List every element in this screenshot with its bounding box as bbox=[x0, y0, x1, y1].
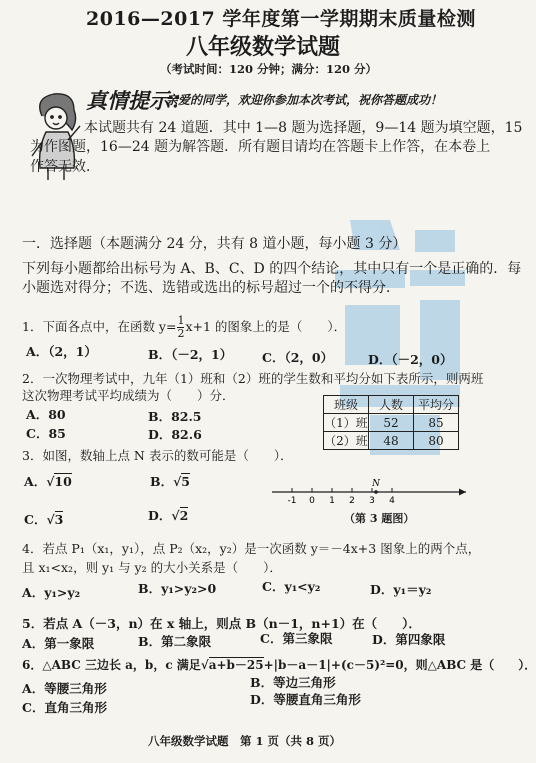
q6-stem-post: +|b－a－1|+(c－5)²=0，则△ABC 是（ ）． bbox=[263, 658, 536, 672]
q1-option-b[interactable]: B．（－2，1） bbox=[148, 347, 233, 362]
q3-option-d[interactable] bbox=[148, 506, 188, 524]
sqrt-icon: √ bbox=[171, 508, 180, 523]
q6-option-d[interactable]: D．等腰直角三角形 bbox=[250, 692, 361, 707]
q3-option-c-value: 3 bbox=[54, 512, 64, 527]
q2-stem-line-1: 2．一次物理考试中，九年（1）班和（2）班的学生数和平均分如下表所示，则两班 bbox=[22, 371, 484, 386]
q1-fraction-den: 2 bbox=[177, 327, 185, 340]
q4-option-a[interactable]: A．y₁>y₂ bbox=[22, 585, 81, 600]
table-header-cell: 班级 bbox=[324, 396, 369, 414]
q3-figure-caption: （第 3 题图） bbox=[344, 512, 415, 525]
q5-option-c[interactable]: C．第三象限 bbox=[260, 631, 333, 646]
tip-heading: 真情提示： bbox=[86, 88, 191, 113]
q2-option-a[interactable]: A．80 bbox=[26, 407, 66, 422]
number-line-tick-label: 1 bbox=[329, 496, 335, 506]
q3-option-b-value: 5 bbox=[181, 474, 190, 489]
number-line-tick-label: 3 bbox=[369, 496, 375, 506]
q3-option-a[interactable] bbox=[24, 472, 72, 490]
number-line-figure bbox=[270, 478, 470, 514]
section-heading: 一．选择题（本题满分 24 分，共有 8 道小题，每小题 3 分） bbox=[22, 236, 407, 252]
q4-option-c[interactable]: C．y₁<y₂ bbox=[262, 579, 321, 594]
number-line-tick-label: -1 bbox=[287, 496, 297, 506]
table-row bbox=[324, 414, 459, 432]
q1-fraction bbox=[177, 315, 184, 340]
q2-option-b[interactable]: B．82.5 bbox=[148, 409, 202, 424]
number-line-point-n bbox=[374, 490, 378, 494]
number-line-tick-label: 2 bbox=[349, 496, 355, 506]
section-instruction-2: 小题选对得分；不选、选错或选出的标号超过一个的不得分． bbox=[22, 280, 400, 296]
q3-option-c-label: C． bbox=[24, 512, 47, 527]
arrow-right-icon bbox=[459, 489, 466, 496]
q1-stem-post: x+1 的图象上的是（ ）． bbox=[185, 319, 347, 334]
q3-option-d-value: 2 bbox=[179, 508, 189, 523]
q5-option-b[interactable]: B．第二象限 bbox=[138, 634, 212, 649]
table-header-cell: 人数 bbox=[369, 396, 414, 414]
q1-stem-pre: 1．下面各点中，在函数 y= bbox=[22, 319, 177, 334]
intro-line-2: 为作图题，16—24 题为解答题．所有题目请均在答题卡上作答，在本卷上 bbox=[30, 139, 491, 155]
table-row bbox=[324, 432, 459, 450]
q5-stem: 5．若点 A（－3，n）在 x 轴上，则点 B（n－1，n+1）在（ ）． bbox=[22, 616, 421, 631]
sqrt-icon: √ bbox=[46, 474, 55, 489]
q6-stem bbox=[22, 656, 536, 673]
q3-option-b-label: B． bbox=[150, 474, 174, 489]
q4-option-d[interactable]: D．y₁＝y₂ bbox=[370, 582, 432, 597]
q3-option-c[interactable] bbox=[24, 510, 63, 528]
q3-option-b[interactable] bbox=[150, 472, 190, 490]
tip-greeting: 亲爱的同学，欢迎你参加本次考试，祝你答题成功！ bbox=[166, 93, 443, 107]
table-cell: （1）班 bbox=[324, 414, 369, 432]
page-footer: 八年级数学试题 第 1 页（共 8 页） bbox=[148, 734, 342, 748]
intro-line-1: 本试题共有 24 道题．其中 1—8 题为选择题，9—14 题为填空题，15 bbox=[84, 120, 523, 136]
table-cell: 80 bbox=[414, 432, 459, 450]
q5-option-d[interactable]: D．第四象限 bbox=[372, 632, 446, 647]
q2-score-table bbox=[323, 395, 459, 450]
exam-subtitle: 八年级数学试题 bbox=[186, 34, 341, 60]
q1-option-d[interactable]: D．（－2，0） bbox=[368, 352, 453, 367]
q4-stem-line-2: 且 x₁<x₂，则 y₁ 与 y₂ 的大小关系是（ ）． bbox=[22, 560, 282, 575]
q2-option-c[interactable]: C．85 bbox=[26, 426, 66, 441]
table-cell: 85 bbox=[414, 414, 459, 432]
q6-radicand: a+b－25 bbox=[208, 658, 264, 672]
q3-stem: 3．如图，数轴上点 N 表示的数可能是（ ）． bbox=[22, 448, 293, 463]
q3-option-a-value: 10 bbox=[54, 474, 72, 489]
q6-option-a[interactable]: A．等腰三角形 bbox=[22, 681, 107, 696]
q5-option-a[interactable]: A．第一象限 bbox=[22, 636, 95, 651]
q4-option-b[interactable]: B．y₁>y₂>0 bbox=[138, 581, 217, 596]
exam-title: 2016—2017 学年度第一学期期末质量检测 bbox=[86, 8, 476, 30]
sqrt-icon: √ bbox=[200, 658, 209, 672]
q4-stem-line-1: 4．若点 P₁（x₁，y₁），点 P₂（x₂，y₂）是一次函数 y＝－4x+3 图象上的两个点， bbox=[22, 541, 481, 556]
number-line-point-label: N bbox=[372, 479, 380, 489]
q2-stem-line-2: 这次物理考试平均成绩为（ ）分． bbox=[22, 388, 235, 403]
q6-stem-pre: 6．△ABC 三边长 a，b，c 满足 bbox=[22, 658, 201, 672]
q2-option-d[interactable]: D．82.6 bbox=[148, 427, 202, 442]
q1-option-c[interactable]: C．（2，0） bbox=[262, 350, 334, 365]
intro-line-3: 作答无效． bbox=[30, 159, 100, 175]
table-header-cell: 平均分 bbox=[414, 396, 459, 414]
q6-option-b[interactable]: B．等边三角形 bbox=[250, 675, 336, 690]
number-line-tick-label: 0 bbox=[309, 496, 315, 506]
table-cell: 52 bbox=[369, 414, 414, 432]
q3-option-a-label: A． bbox=[24, 474, 47, 489]
sqrt-icon: √ bbox=[173, 474, 182, 489]
q1-option-a[interactable]: A．（2，1） bbox=[26, 344, 97, 359]
exam-info: （考试时间：120 分钟；满分：120 分） bbox=[160, 62, 378, 76]
q1-stem bbox=[22, 315, 346, 340]
number-line-tick-label: 4 bbox=[389, 496, 395, 506]
table-cell: 48 bbox=[369, 432, 414, 450]
table-cell: （2）班 bbox=[324, 432, 369, 450]
q1-fraction-num: 1 bbox=[177, 314, 185, 327]
section-instruction-1: 下列每小题都给出标号为 A、B、C、D 的四个结论，其中只有一个是正确的．每 bbox=[22, 261, 522, 277]
table-header-row bbox=[324, 396, 459, 414]
q6-option-c[interactable]: C．直角三角形 bbox=[22, 700, 107, 715]
sqrt-icon: √ bbox=[46, 512, 55, 527]
q3-option-d-label: D． bbox=[148, 508, 172, 523]
